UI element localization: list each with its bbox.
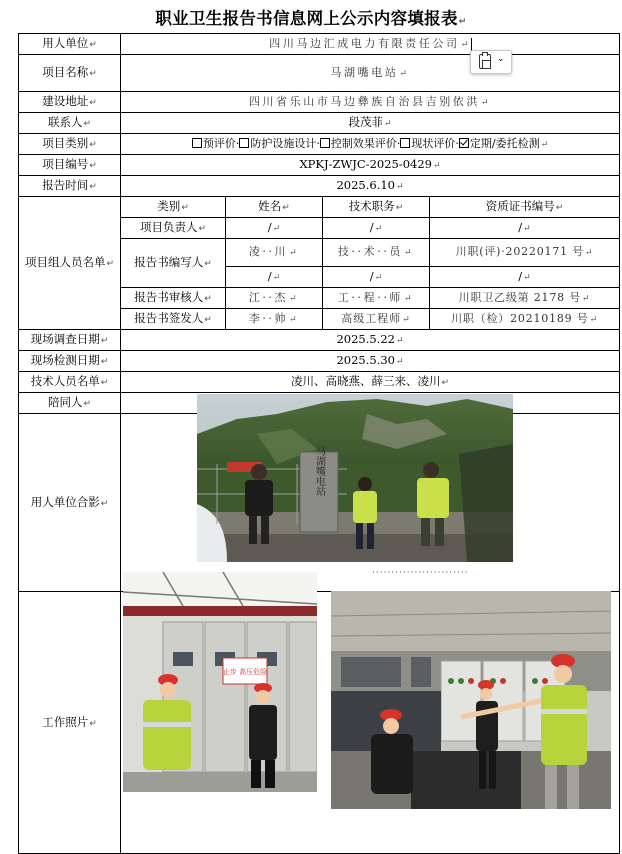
team-title[interactable]: 高级工程师↵ [323, 309, 430, 330]
checkbox-icon[interactable] [239, 138, 249, 148]
value-project-no[interactable]: XPKJ-ZWJC-2025-0429↵ [121, 155, 620, 176]
team-name[interactable]: /↵ [226, 267, 323, 288]
label-group-photo: 用人单位合影↵ [19, 414, 121, 592]
team-header-title: 技术职务↵ [323, 197, 430, 218]
team-role: 项目负责人↵ [121, 218, 226, 239]
checkbox-icon[interactable] [320, 138, 330, 148]
value-survey-date[interactable]: 2025.5.22↵ [121, 330, 620, 351]
option-pre-evaluation[interactable]: 预评价· [192, 137, 240, 150]
checkbox-icon[interactable] [192, 138, 202, 148]
group-photo [197, 394, 513, 562]
team-role: 报告书签发人↵ [121, 309, 226, 330]
dotted-separator: ························· [372, 568, 469, 578]
label-work-photo: 工作照片↵ [19, 592, 121, 854]
label-team: 项目组人员名单↵ [19, 197, 121, 330]
label-report-time: 报告时间↵ [19, 176, 121, 197]
team-name[interactable]: 江··杰↵ [226, 288, 323, 309]
project-type-options: 预评价· 防护设施设计· 控制效果评价· 现状评价· 定期/委托检测↵ [121, 134, 620, 155]
team-cert[interactable]: 川职卫乙级第 2178 号↵ [430, 288, 620, 309]
value-detection-date[interactable]: 2025.5.30↵ [121, 351, 620, 372]
label-project-name: 项目名称↵ [19, 55, 121, 92]
team-title[interactable]: /↵ [323, 267, 430, 288]
label-escort: 陪同人↵ [19, 393, 121, 414]
team-cert[interactable]: /↵ [430, 218, 620, 239]
value-report-time[interactable]: 2025.6.10↵ [121, 176, 620, 197]
team-header-name: 姓名↵ [226, 197, 323, 218]
team-cert[interactable]: /↵ [430, 267, 620, 288]
value-contact[interactable]: 段茂菲↵ [121, 113, 620, 134]
team-cert[interactable]: 川职（检）20210189 号↵ [430, 309, 620, 330]
value-tech-staff[interactable]: 凌川、高晓燕、薛三来、凌川↵ [121, 372, 620, 393]
value-employer[interactable]: 四川马边汇成电力有限责任公司↵ [121, 34, 620, 55]
value-address[interactable]: 四川省乐山市马边彝族自治县吉别依洪↵ [121, 92, 620, 113]
panel-warning-text: 止步 高压危险 [222, 668, 268, 676]
option-status-evaluation[interactable]: 现状评价· [400, 137, 459, 150]
label-project-no: 项目编号↵ [19, 155, 121, 176]
work-photo-control-room [331, 591, 611, 809]
team-title[interactable]: /↵ [323, 218, 430, 239]
team-title[interactable]: 技··术··员↵ [323, 239, 430, 267]
label-contact: 联系人↵ [19, 113, 121, 134]
work-photo-switchgear [123, 572, 317, 792]
team-header-role: 类别↵ [121, 197, 226, 218]
team-role: 报告书审核人↵ [121, 288, 226, 309]
team-title[interactable]: 工··程··师↵ [323, 288, 430, 309]
team-name[interactable]: 李··帅↵ [226, 309, 323, 330]
label-address: 建设地址↵ [19, 92, 121, 113]
team-role: 报告书编写人↵ [121, 239, 226, 288]
team-name[interactable]: 凌··川↵ [226, 239, 323, 267]
label-tech-staff: 技术人员名单↵ [19, 372, 121, 393]
option-control-effect[interactable]: 控制效果评价· [320, 137, 401, 150]
page-title: 职业卫生报告书信息网上公示内容填报表↵ [155, 9, 467, 28]
checked-checkbox-icon[interactable] [459, 138, 469, 148]
team-cert[interactable]: 川职(评)·20220171 号↵ [430, 239, 620, 267]
station-plate-text: 马湖嘴电站 [313, 446, 325, 496]
label-detection-date: 现场检测日期↵ [19, 351, 121, 372]
paste-options-button[interactable] [470, 50, 512, 74]
label-project-type: 项目类别↵ [19, 134, 121, 155]
clipboard-icon [479, 54, 491, 69]
option-protection-design[interactable]: 防护设施设计· [239, 137, 320, 150]
team-name[interactable]: /↵ [226, 218, 323, 239]
checkbox-icon[interactable] [400, 138, 410, 148]
chevron-down-icon: ⌄ [497, 54, 505, 64]
label-survey-date: 现场调查日期↵ [19, 330, 121, 351]
label-employer: 用人单位↵ [19, 34, 121, 55]
value-project-name[interactable]: 马湖嘴电站↵ [121, 55, 620, 92]
option-periodic-detection[interactable]: 定期/委托检测 [459, 137, 540, 150]
team-header-cert: 资质证书编号↵ [430, 197, 620, 218]
